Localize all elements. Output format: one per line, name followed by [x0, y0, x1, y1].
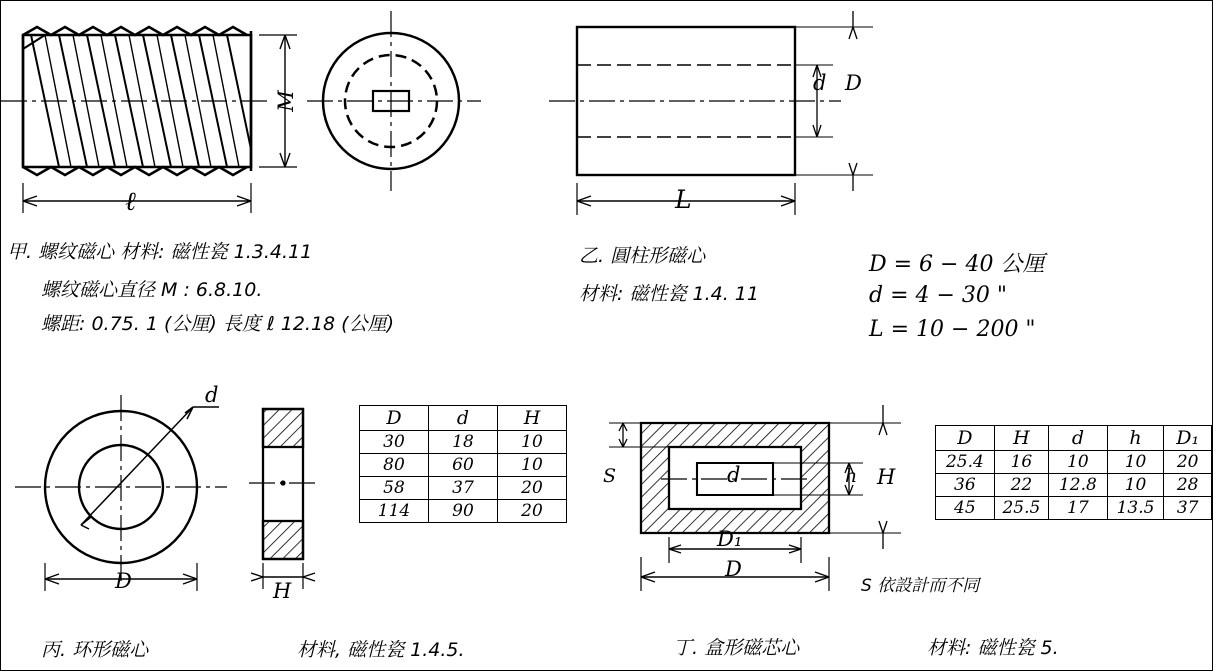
table-cell: 10	[498, 431, 567, 454]
table-cell: 18	[429, 431, 498, 454]
table-row	[360, 454, 567, 477]
table-box-core	[935, 425, 1212, 520]
figure-ring-core-frontview	[11, 383, 241, 607]
figure-threaded-core-endview	[301, 1, 491, 201]
dim-label-M: M	[273, 90, 298, 112]
table-cell: 10	[498, 454, 567, 477]
box-core-drawing	[601, 397, 931, 597]
table-cell: 20	[498, 477, 567, 500]
dim-label-box-H: H	[877, 465, 896, 489]
figure-box-core	[601, 397, 931, 597]
table-header-cell: D	[936, 426, 995, 451]
table-cell: 22	[994, 474, 1048, 497]
table-row	[360, 500, 567, 523]
caption-box-core-right: 材料: 磁性瓷 5.	[927, 637, 1059, 659]
caption-threaded-core-3: 螺距: 0.75. 1 (公厘) 長度 ℓ 12.18 (公厘)	[41, 313, 395, 335]
threaded-core-drawing	[1, 1, 301, 231]
table-row	[360, 431, 567, 454]
caption-threaded-core-2: 螺纹磁心直径 M : 6.8.10.	[41, 279, 263, 301]
table-cell: 28	[1164, 474, 1212, 497]
table-header-cell: H	[498, 406, 567, 431]
figure-cylindrical-core	[541, 1, 881, 231]
table-cell: 45	[936, 497, 995, 520]
table-cell: 17	[1049, 497, 1108, 520]
table-row	[360, 477, 567, 500]
note-box-core: S 依設計而不同	[861, 576, 980, 596]
dim-label-D: D	[845, 71, 862, 95]
dim-label-box-D1: D₁	[717, 527, 743, 551]
dim-label-d: d	[813, 71, 827, 95]
table-cell: 20	[1164, 451, 1212, 474]
dim-label-length: ℓ	[125, 187, 136, 217]
table-cell: 90	[429, 500, 498, 523]
figure-ring-core-section	[249, 401, 339, 601]
table-cell: 13.5	[1107, 497, 1164, 520]
table-header-cell: D₁	[1164, 426, 1212, 451]
table-cell: 10	[1107, 474, 1164, 497]
dim-label-L: L	[675, 185, 692, 214]
dim-label-ring-d: d	[205, 383, 219, 407]
table-cell: 80	[360, 454, 429, 477]
caption-ring-core-right: 材料, 磁性瓷 1.4.5.	[297, 639, 465, 661]
dim-label-ring-D: D	[115, 569, 132, 593]
caption-ring-core-left: 丙. 环形磁心	[41, 639, 149, 661]
caption-cylindrical-core-2: 材料: 磁性瓷 1.4. 11	[579, 283, 759, 305]
table-cell: 16	[994, 451, 1048, 474]
figure-threaded-core	[1, 1, 301, 231]
table-cell: 20	[498, 500, 567, 523]
table-cell: 12.8	[1049, 474, 1108, 497]
threaded-core-endview-drawing	[301, 1, 491, 201]
table-row	[936, 497, 1212, 520]
table-cell: 25.5	[994, 497, 1048, 520]
cylindrical-core-drawing	[541, 1, 881, 231]
table-cell: 10	[1107, 451, 1164, 474]
table-row	[936, 451, 1212, 474]
table-cell: 37	[429, 477, 498, 500]
table-header-cell: H	[994, 426, 1048, 451]
table-header-cell: d	[429, 406, 498, 431]
table-cell: 60	[429, 454, 498, 477]
table-header-row	[936, 426, 1212, 451]
table-cell: 37	[1164, 497, 1212, 520]
dim-label-ring-H: H	[273, 579, 292, 603]
caption-cylindrical-core-1: 乙. 圓柱形磁心	[579, 245, 706, 267]
spec-d: d = 4 − 30 "	[869, 283, 1008, 308]
dim-label-box-D: D	[725, 557, 742, 581]
table-cell: 10	[1049, 451, 1108, 474]
dim-label-box-h: h	[845, 465, 858, 487]
table-header-cell: h	[1107, 426, 1164, 451]
spec-D: D = 6 − 40 公厘	[869, 252, 1045, 277]
dim-label-box-S: S	[603, 465, 617, 487]
table-cell: 30	[360, 431, 429, 454]
table-header-cell: d	[1049, 426, 1108, 451]
table-row	[936, 474, 1212, 497]
dim-label-box-d: d	[727, 463, 741, 487]
table-cell: 25.4	[936, 451, 995, 474]
spec-L: L = 10 − 200 "	[869, 317, 1036, 342]
table-cell: 36	[936, 474, 995, 497]
table-header-cell: D	[360, 406, 429, 431]
caption-box-core-left: 丁. 盒形磁芯心	[673, 637, 800, 659]
table-cell: 58	[360, 477, 429, 500]
table-ring-core	[359, 405, 567, 523]
caption-threaded-core-1: 甲. 螺纹磁心 材料: 磁性瓷 1.3.4.11	[7, 241, 313, 263]
table-header-row	[360, 406, 567, 431]
table-cell: 114	[360, 500, 429, 523]
ring-core-section-drawing	[249, 401, 339, 601]
